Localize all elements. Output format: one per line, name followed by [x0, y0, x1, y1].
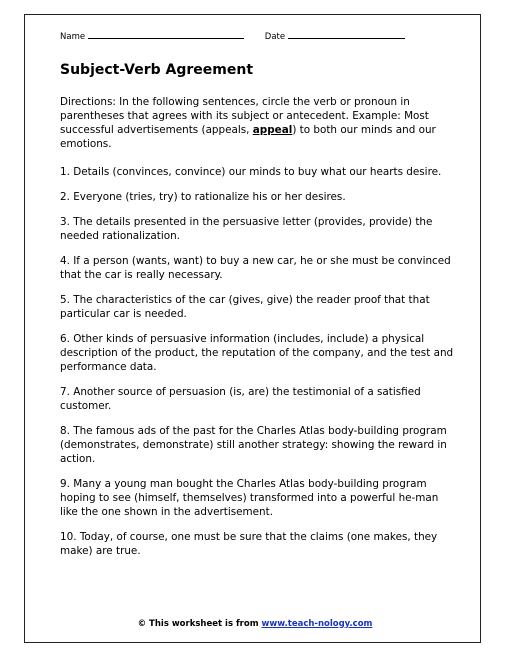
question-3: 3. The details presented in the persuasive letter (provides, provide) the needed rationalization.	[60, 216, 433, 242]
question-9: 9. Many a young man bought the Charles Atlas body-building program hoping to see (himself, themselves) transformed into a powerful he-man like the one shown in the advertisement.	[60, 478, 439, 518]
footer-text: © This worksheet is from	[137, 619, 262, 629]
question-8: 8. The famous ads of the past for the Charles Atlas body-building program (demonstrates, demonstrate) still another strategy: showing the reward in action.	[60, 425, 447, 465]
name-blank-line	[88, 30, 244, 39]
footer-credit	[0, 619, 510, 629]
directions-text: Directions: In the following sentences, circle the verb or pronoun in parentheses that agrees with its subject or antecedent.	[60, 96, 410, 122]
name-field	[60, 30, 244, 42]
example-answer: appeal	[252, 124, 293, 136]
date-label: Date	[264, 32, 286, 42]
worksheet-title: Subject-Verb Agreement	[60, 62, 254, 78]
worksheet-content	[60, 95, 456, 569]
date-field	[265, 30, 405, 42]
name-date-header	[60, 30, 405, 42]
directions	[60, 95, 456, 151]
question-1: 1. Details (convinces, convince) our minds to buy what our hearts desire.	[60, 166, 442, 178]
question-10: 10. Today, of course, one must be sure that the claims (one makes, they make) are true.	[60, 531, 438, 557]
example-suffix: ) to both our minds and our emotions.	[60, 124, 436, 150]
question-7: 7. Another source of persuasion (is, are) the testimonial of a satisfied customer.	[60, 386, 421, 412]
example-prefix: Example: Most successful advertisements (appeals,	[60, 110, 429, 136]
footer-link[interactable]: www.teach-nology.com	[261, 619, 373, 629]
question-6: 6. Other kinds of persuasive information (includes, include) a physical description of the product, the reputation of the company, and the test and performance data.	[60, 333, 454, 373]
question-5: 5. The characteristics of the car (gives, give) the reader proof that that particular car is needed.	[60, 294, 430, 320]
question-4: 4. If a person (wants, want) to buy a new car, he or she must be convinced that the car is really necessary.	[60, 255, 451, 281]
date-blank-line	[288, 30, 405, 39]
name-label: Name	[60, 32, 86, 42]
question-2: 2. Everyone (tries, try) to rationalize his or her desires.	[60, 191, 346, 203]
